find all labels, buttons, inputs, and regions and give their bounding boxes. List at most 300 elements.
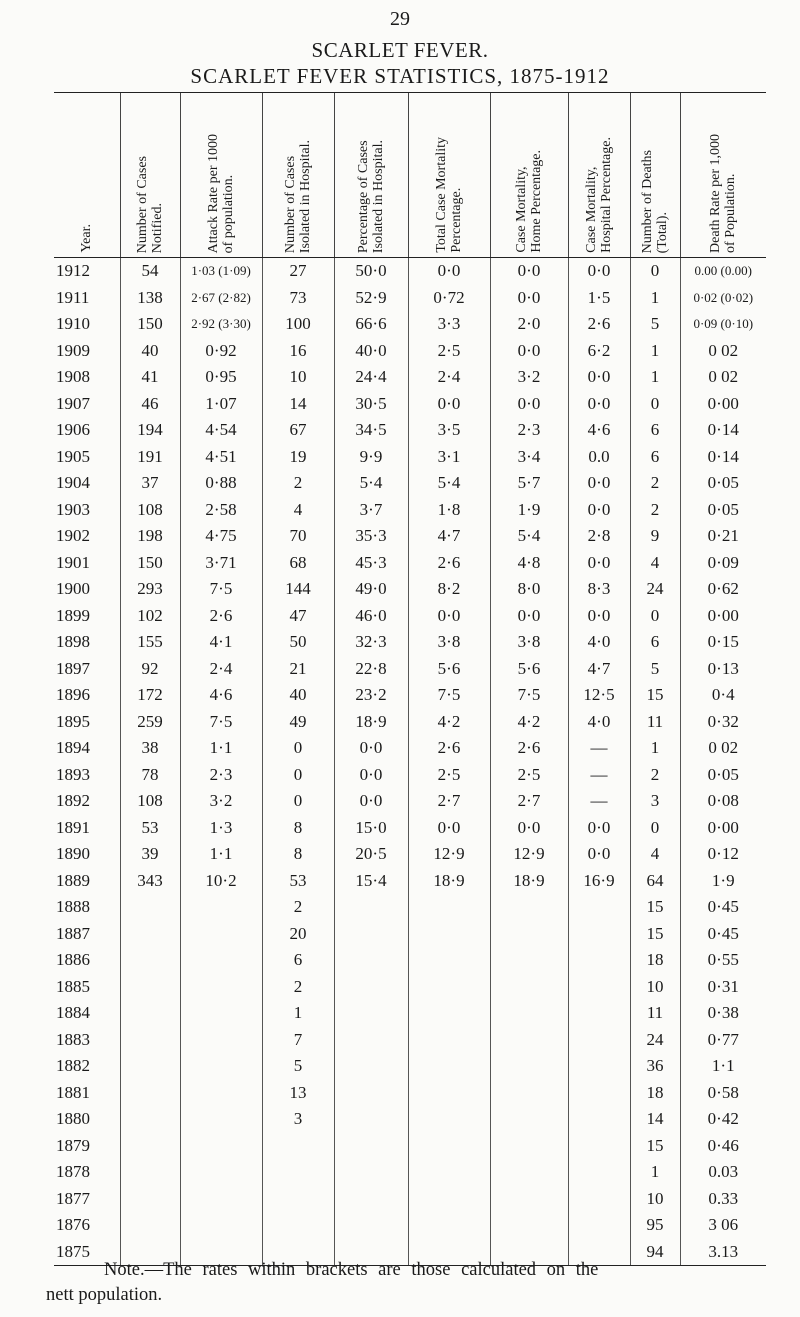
data-cell: 2·7 bbox=[490, 788, 568, 815]
data-cell: 4·8 bbox=[490, 550, 568, 577]
year-cell: 1877 bbox=[56, 1188, 90, 1208]
data-cell bbox=[408, 1000, 490, 1027]
data-cell: 5·4 bbox=[490, 523, 568, 550]
data-cell: 0.0 bbox=[568, 444, 630, 471]
data-cell bbox=[262, 1212, 334, 1239]
table-row bbox=[54, 921, 766, 948]
year-cell: 1898 bbox=[56, 632, 90, 652]
data-cell: 24 bbox=[630, 576, 680, 603]
data-cell: 0·0 bbox=[568, 470, 630, 497]
data-cell: 1·07 bbox=[180, 391, 262, 418]
data-cell: 0·05 bbox=[680, 762, 766, 789]
data-cell: 39 bbox=[120, 841, 180, 868]
data-cell: 144 bbox=[262, 576, 334, 603]
year-cell: 1885 bbox=[56, 976, 90, 996]
data-cell: 11 bbox=[630, 709, 680, 736]
data-cell bbox=[120, 1000, 180, 1027]
data-cell: 0·62 bbox=[680, 576, 766, 603]
data-cell bbox=[568, 1080, 630, 1107]
table-row bbox=[54, 735, 766, 762]
data-cell: 4·1 bbox=[180, 629, 262, 656]
data-cell: 0·38 bbox=[680, 1000, 766, 1027]
year-cell: 1911 bbox=[56, 287, 90, 307]
data-cell: 92 bbox=[120, 656, 180, 683]
table-row bbox=[54, 497, 766, 524]
year-cell: 1908 bbox=[56, 367, 90, 387]
data-cell: 18·9 bbox=[490, 868, 568, 895]
data-cell: 0·88 bbox=[180, 470, 262, 497]
data-cell: 0·0 bbox=[490, 338, 568, 365]
data-cell: 94 bbox=[630, 1239, 680, 1266]
data-cell: 19 bbox=[262, 444, 334, 471]
data-cell: 0·0 bbox=[490, 815, 568, 842]
data-cell: 6 bbox=[630, 444, 680, 471]
data-cell: 53 bbox=[262, 868, 334, 895]
data-cell: 1·1 bbox=[680, 1053, 766, 1080]
data-cell bbox=[180, 974, 262, 1001]
data-cell: 108 bbox=[120, 788, 180, 815]
data-cell bbox=[334, 1000, 408, 1027]
data-cell bbox=[568, 1186, 630, 1213]
data-cell bbox=[490, 947, 568, 974]
data-cell: 32·3 bbox=[334, 629, 408, 656]
data-cell: 0·09 (0·10) bbox=[680, 311, 766, 338]
table-row bbox=[54, 974, 766, 1001]
table-row bbox=[54, 603, 766, 630]
data-cell: 13 bbox=[262, 1080, 334, 1107]
data-cell: 0·05 bbox=[680, 470, 766, 497]
data-cell: 0·45 bbox=[680, 921, 766, 948]
data-cell: 3·4 bbox=[490, 444, 568, 471]
data-cell: 0 bbox=[262, 788, 334, 815]
column-header-label: Total Case Mortality Percentage. bbox=[434, 137, 464, 253]
year-cell: 1884 bbox=[56, 1003, 90, 1023]
data-cell: — bbox=[568, 735, 630, 762]
data-cell: 0·31 bbox=[680, 974, 766, 1001]
data-cell bbox=[262, 1186, 334, 1213]
year-cell: 1896 bbox=[56, 685, 90, 705]
data-cell: 6 bbox=[262, 947, 334, 974]
data-cell: 0·13 bbox=[680, 656, 766, 683]
data-cell bbox=[334, 1133, 408, 1160]
data-cell: 2·6 bbox=[408, 550, 490, 577]
column-header bbox=[568, 93, 630, 258]
data-cell: 0·0 bbox=[490, 391, 568, 418]
data-cell: 12·9 bbox=[490, 841, 568, 868]
data-cell: 2·6 bbox=[180, 603, 262, 630]
data-cell bbox=[334, 894, 408, 921]
data-cell bbox=[180, 1027, 262, 1054]
data-cell: 6 bbox=[630, 417, 680, 444]
column-header bbox=[630, 93, 680, 258]
data-cell: 95 bbox=[630, 1212, 680, 1239]
year-cell: 1909 bbox=[56, 340, 90, 360]
data-cell bbox=[180, 947, 262, 974]
data-cell: 138 bbox=[120, 285, 180, 312]
data-cell bbox=[180, 1080, 262, 1107]
data-cell: 5·7 bbox=[490, 470, 568, 497]
data-cell: 1·9 bbox=[490, 497, 568, 524]
data-cell bbox=[334, 1212, 408, 1239]
data-cell bbox=[568, 1133, 630, 1160]
data-cell: 0·0 bbox=[490, 603, 568, 630]
column-header-label: Year. bbox=[79, 224, 95, 253]
table-row bbox=[54, 868, 766, 895]
data-cell: 73 bbox=[262, 285, 334, 312]
year-cell: 1902 bbox=[56, 526, 90, 546]
data-cell: 198 bbox=[120, 523, 180, 550]
year-cell: 1892 bbox=[56, 791, 90, 811]
column-header-label: Attack Rate per 1000 of population. bbox=[206, 133, 236, 253]
data-cell: 52·9 bbox=[334, 285, 408, 312]
data-cell: 54 bbox=[120, 258, 180, 285]
table-row bbox=[54, 1053, 766, 1080]
data-cell: 4 bbox=[630, 841, 680, 868]
data-cell bbox=[408, 1053, 490, 1080]
year-cell: 1910 bbox=[56, 314, 90, 334]
data-cell bbox=[180, 1106, 262, 1133]
data-cell: 5·4 bbox=[408, 470, 490, 497]
data-cell: 0·32 bbox=[680, 709, 766, 736]
column-header bbox=[262, 93, 334, 258]
table-row bbox=[54, 338, 766, 365]
table-row bbox=[54, 523, 766, 550]
table-row bbox=[54, 576, 766, 603]
data-cell bbox=[490, 1080, 568, 1107]
data-cell: 0·55 bbox=[680, 947, 766, 974]
data-cell bbox=[120, 947, 180, 974]
data-cell: 49 bbox=[262, 709, 334, 736]
data-cell: 0·0 bbox=[568, 841, 630, 868]
data-cell: 0·0 bbox=[568, 550, 630, 577]
data-cell: 8·0 bbox=[490, 576, 568, 603]
data-cell: 20·5 bbox=[334, 841, 408, 868]
data-cell bbox=[408, 894, 490, 921]
data-cell: 4·7 bbox=[568, 656, 630, 683]
data-cell: 7 bbox=[262, 1027, 334, 1054]
data-cell: 37 bbox=[120, 470, 180, 497]
year-cell: 1880 bbox=[56, 1109, 90, 1129]
data-cell: 10 bbox=[630, 1186, 680, 1213]
data-cell: 2·3 bbox=[490, 417, 568, 444]
year-cell: 1876 bbox=[56, 1215, 90, 1235]
data-cell: 3 06 bbox=[680, 1212, 766, 1239]
data-cell: 0 bbox=[630, 391, 680, 418]
data-cell bbox=[490, 1133, 568, 1160]
data-cell: 78 bbox=[120, 762, 180, 789]
data-cell: 343 bbox=[120, 868, 180, 895]
table-row bbox=[54, 656, 766, 683]
data-cell: 40·0 bbox=[334, 338, 408, 365]
data-cell: 1 bbox=[262, 1000, 334, 1027]
data-cell: 4 bbox=[262, 497, 334, 524]
data-cell bbox=[120, 974, 180, 1001]
data-cell bbox=[408, 1212, 490, 1239]
data-cell: 3·3 bbox=[408, 311, 490, 338]
table-row bbox=[54, 470, 766, 497]
data-cell: 1·03 (1·09) bbox=[180, 258, 262, 285]
data-cell bbox=[180, 1133, 262, 1160]
table-note bbox=[46, 1258, 794, 1308]
data-cell: 4·51 bbox=[180, 444, 262, 471]
table-row bbox=[54, 1212, 766, 1239]
data-cell: 2 bbox=[262, 894, 334, 921]
data-cell: 18·9 bbox=[334, 709, 408, 736]
data-cell: 64 bbox=[630, 868, 680, 895]
data-cell: 2·3 bbox=[180, 762, 262, 789]
data-cell: 259 bbox=[120, 709, 180, 736]
data-cell: 7·5 bbox=[180, 709, 262, 736]
data-cell: 0·0 bbox=[408, 815, 490, 842]
data-cell: 15·0 bbox=[334, 815, 408, 842]
data-cell: 155 bbox=[120, 629, 180, 656]
data-cell: 36 bbox=[630, 1053, 680, 1080]
year-cell: 1893 bbox=[56, 764, 90, 784]
data-cell: 20 bbox=[262, 921, 334, 948]
data-cell: 0·4 bbox=[680, 682, 766, 709]
table-row bbox=[54, 1159, 766, 1186]
data-cell: 5 bbox=[630, 311, 680, 338]
data-cell: 102 bbox=[120, 603, 180, 630]
data-cell: 10 bbox=[262, 364, 334, 391]
data-cell: 4·0 bbox=[568, 709, 630, 736]
data-cell: 1·8 bbox=[408, 497, 490, 524]
data-cell: 40 bbox=[120, 338, 180, 365]
column-header bbox=[334, 93, 408, 258]
data-cell bbox=[334, 974, 408, 1001]
data-cell: 1·1 bbox=[180, 841, 262, 868]
data-cell bbox=[490, 1159, 568, 1186]
data-cell: 0·42 bbox=[680, 1106, 766, 1133]
data-cell bbox=[120, 894, 180, 921]
data-cell: 5·4 bbox=[334, 470, 408, 497]
data-cell bbox=[490, 1000, 568, 1027]
table-row bbox=[54, 629, 766, 656]
data-cell: 10·2 bbox=[180, 868, 262, 895]
year-cell: 1904 bbox=[56, 473, 90, 493]
year-cell: 1907 bbox=[56, 393, 90, 413]
data-cell: 0·05 bbox=[680, 497, 766, 524]
data-cell: 23·2 bbox=[334, 682, 408, 709]
data-cell: 0·0 bbox=[408, 603, 490, 630]
data-cell bbox=[334, 1186, 408, 1213]
data-cell: 0·92 bbox=[180, 338, 262, 365]
data-cell: 45·3 bbox=[334, 550, 408, 577]
table-row bbox=[54, 947, 766, 974]
data-cell: 2 bbox=[630, 762, 680, 789]
data-cell: 15·4 bbox=[334, 868, 408, 895]
data-cell: 0 02 bbox=[680, 735, 766, 762]
data-cell: 15 bbox=[630, 921, 680, 948]
year-cell: 1901 bbox=[56, 552, 90, 572]
column-header-label: Death Rate per 1,000 of Population. bbox=[708, 134, 739, 253]
column-header-label: Percentage of Cases Isolated in Hospital. bbox=[356, 139, 386, 253]
data-cell: 172 bbox=[120, 682, 180, 709]
data-cell: 7·5 bbox=[408, 682, 490, 709]
data-cell: 38 bbox=[120, 735, 180, 762]
data-cell: 2·58 bbox=[180, 497, 262, 524]
data-cell: 67 bbox=[262, 417, 334, 444]
data-cell: 2·4 bbox=[408, 364, 490, 391]
data-cell bbox=[180, 1000, 262, 1027]
data-cell: 5·6 bbox=[408, 656, 490, 683]
data-cell: 0·14 bbox=[680, 444, 766, 471]
data-cell: 34·5 bbox=[334, 417, 408, 444]
data-cell bbox=[120, 1186, 180, 1213]
data-cell: 0·0 bbox=[568, 391, 630, 418]
data-cell: 2·5 bbox=[408, 338, 490, 365]
data-cell: 3 bbox=[262, 1106, 334, 1133]
data-cell: 4·2 bbox=[490, 709, 568, 736]
data-cell bbox=[490, 1106, 568, 1133]
data-cell bbox=[568, 1212, 630, 1239]
data-cell: 3·71 bbox=[180, 550, 262, 577]
data-cell: 2 bbox=[630, 497, 680, 524]
year-cell: 1875 bbox=[56, 1241, 90, 1261]
data-cell: 40 bbox=[262, 682, 334, 709]
data-cell: 1 bbox=[630, 735, 680, 762]
data-cell: 46 bbox=[120, 391, 180, 418]
data-cell: 0 bbox=[630, 603, 680, 630]
data-cell: 9·9 bbox=[334, 444, 408, 471]
data-cell: 16·9 bbox=[568, 868, 630, 895]
data-cell: 70 bbox=[262, 523, 334, 550]
data-cell: 3·8 bbox=[490, 629, 568, 656]
data-cell bbox=[120, 1106, 180, 1133]
data-cell bbox=[408, 1027, 490, 1054]
data-cell: 2 bbox=[262, 974, 334, 1001]
data-cell: 100 bbox=[262, 311, 334, 338]
data-cell: 194 bbox=[120, 417, 180, 444]
data-cell bbox=[262, 1159, 334, 1186]
data-cell: 0·0 bbox=[568, 815, 630, 842]
data-cell: 2·0 bbox=[490, 311, 568, 338]
data-cell bbox=[408, 1133, 490, 1160]
year-cell: 1881 bbox=[56, 1082, 90, 1102]
data-cell bbox=[334, 921, 408, 948]
data-cell bbox=[408, 1159, 490, 1186]
year-cell: 1897 bbox=[56, 658, 90, 678]
table-row bbox=[54, 1080, 766, 1107]
data-cell: 4·0 bbox=[568, 629, 630, 656]
data-cell: 150 bbox=[120, 311, 180, 338]
data-cell bbox=[490, 1186, 568, 1213]
year-cell: 1887 bbox=[56, 923, 90, 943]
table-row bbox=[54, 1133, 766, 1160]
data-cell: 293 bbox=[120, 576, 180, 603]
year-cell: 1903 bbox=[56, 499, 90, 519]
data-cell: 0·15 bbox=[680, 629, 766, 656]
table-row bbox=[54, 682, 766, 709]
data-cell: 2·5 bbox=[408, 762, 490, 789]
data-cell bbox=[334, 1159, 408, 1186]
data-cell: 0·21 bbox=[680, 523, 766, 550]
data-cell: 14 bbox=[630, 1106, 680, 1133]
column-header bbox=[180, 93, 262, 258]
year-cell: 1879 bbox=[56, 1135, 90, 1155]
table-row bbox=[54, 1186, 766, 1213]
data-cell: 24 bbox=[630, 1027, 680, 1054]
data-cell: 24·4 bbox=[334, 364, 408, 391]
column-header bbox=[54, 93, 120, 258]
table-row bbox=[54, 444, 766, 471]
column-header bbox=[120, 93, 180, 258]
column-header-label: Number of Cases Notified. bbox=[135, 155, 165, 253]
data-cell bbox=[120, 1133, 180, 1160]
data-cell: 6·2 bbox=[568, 338, 630, 365]
data-cell: 0·0 bbox=[490, 285, 568, 312]
data-cell: 3 bbox=[630, 788, 680, 815]
data-cell: 1·5 bbox=[568, 285, 630, 312]
table-row bbox=[54, 1027, 766, 1054]
data-cell: 5·6 bbox=[490, 656, 568, 683]
data-cell: 2 bbox=[262, 470, 334, 497]
data-cell: 12·9 bbox=[408, 841, 490, 868]
data-cell: — bbox=[568, 788, 630, 815]
data-cell: 53 bbox=[120, 815, 180, 842]
table-row bbox=[54, 285, 766, 312]
data-cell: 0·00 bbox=[680, 391, 766, 418]
data-cell: 0.33 bbox=[680, 1186, 766, 1213]
scarlet-fever-statistics-table bbox=[54, 93, 766, 1265]
data-cell: 5 bbox=[630, 656, 680, 683]
data-cell: 0·12 bbox=[680, 841, 766, 868]
data-cell bbox=[334, 1080, 408, 1107]
data-cell bbox=[490, 1027, 568, 1054]
data-cell: 10 bbox=[630, 974, 680, 1001]
data-cell: 14 bbox=[262, 391, 334, 418]
data-cell: 0·0 bbox=[408, 258, 490, 285]
data-cell: 49·0 bbox=[334, 576, 408, 603]
data-cell: 0 bbox=[262, 735, 334, 762]
year-cell: 1895 bbox=[56, 711, 90, 731]
column-header bbox=[490, 93, 568, 258]
data-cell bbox=[568, 1106, 630, 1133]
data-cell bbox=[262, 1133, 334, 1160]
data-cell bbox=[408, 921, 490, 948]
data-cell: 0 bbox=[630, 815, 680, 842]
note-line-2: nett population. bbox=[46, 1285, 163, 1305]
data-cell: 0·00 bbox=[680, 815, 766, 842]
data-cell: 68 bbox=[262, 550, 334, 577]
column-header bbox=[680, 93, 766, 258]
data-cell: 6 bbox=[630, 629, 680, 656]
data-cell: 1 bbox=[630, 1159, 680, 1186]
data-cell: 18 bbox=[630, 1080, 680, 1107]
data-cell bbox=[408, 974, 490, 1001]
table-row bbox=[54, 788, 766, 815]
data-cell: 4·6 bbox=[568, 417, 630, 444]
data-cell: 21 bbox=[262, 656, 334, 683]
data-cell: 46·0 bbox=[334, 603, 408, 630]
data-cell: 0·46 bbox=[680, 1133, 766, 1160]
table-row bbox=[54, 417, 766, 444]
data-cell bbox=[490, 894, 568, 921]
table-row bbox=[54, 1106, 766, 1133]
data-cell: 2·7 bbox=[408, 788, 490, 815]
data-cell: 0·0 bbox=[334, 788, 408, 815]
data-cell: 8 bbox=[262, 841, 334, 868]
data-cell bbox=[568, 894, 630, 921]
year-cell: 1882 bbox=[56, 1056, 90, 1076]
year-cell: 1905 bbox=[56, 446, 90, 466]
data-cell: 1 bbox=[630, 338, 680, 365]
column-header-label: Case Mortality, Hospital Percentage. bbox=[584, 137, 614, 253]
data-cell: 0·00 bbox=[680, 603, 766, 630]
data-cell bbox=[490, 921, 568, 948]
data-cell: 12·5 bbox=[568, 682, 630, 709]
data-cell: 2·6 bbox=[490, 735, 568, 762]
